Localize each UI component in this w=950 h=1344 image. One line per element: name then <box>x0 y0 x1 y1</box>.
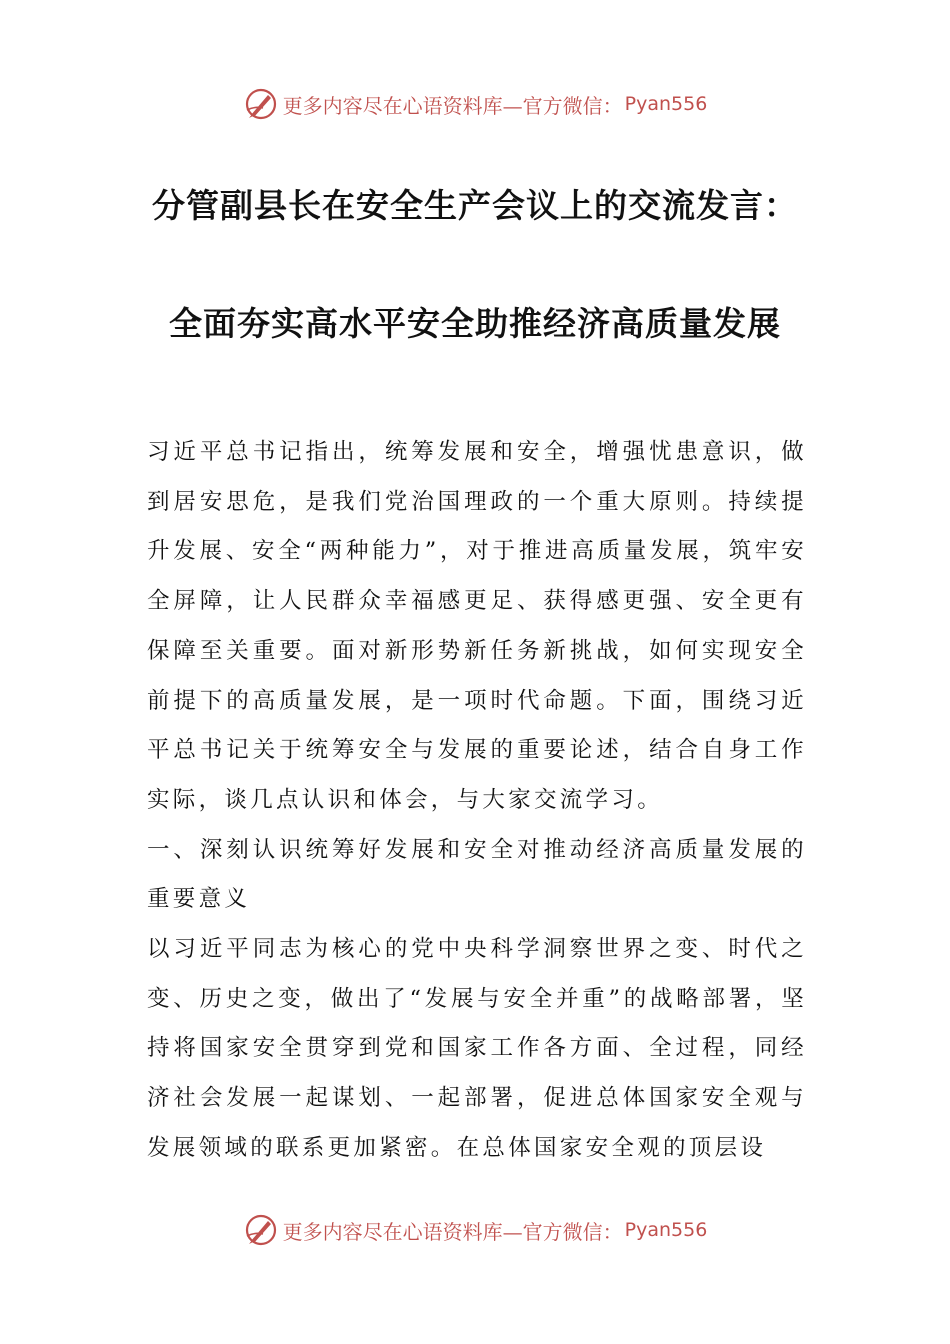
section-heading-1: 一、深刻认识统筹好发展和安全对推动经济高质量发展的重要意义 <box>147 836 807 913</box>
pen-logo-icon <box>243 86 279 122</box>
watermark-wechat-id: Pyan556 <box>624 93 708 115</box>
watermark-text: 更多内容尽在心语资料库—官方微信： <box>282 93 623 118</box>
document-title-line-1: 分管副县长在安全生产会议上的交流发言： <box>152 186 798 225</box>
document-body <box>147 428 807 1174</box>
paragraph-intro: 习近平总书记指出，统筹发展和安全，增强忧患意识，做到居安思危，是我们党治国理政的一个重大原则。持续提升发展、安全“两种能力”，对于推进高质量发展，筑牢安全屏障，让人民群众幸福感更足、获得感更强、安全更有保障至关重要。面对新形势新任务新挑战，如何实现安全前提下的高质量发展，是一项时代命题。下面，围绕习近平总书记关于统筹安全与发展的重要论述，结合自身工作实际，谈几点认识和体会，与大家交流学习。 <box>147 439 807 813</box>
watermark-text: 更多内容尽在心语资料库—官方微信： <box>282 1219 623 1244</box>
pen-logo-icon <box>243 1212 279 1248</box>
footer-watermark <box>0 1210 950 1250</box>
document-title-line-2: 全面夯实高水平安全助推经济高质量发展 <box>169 304 781 343</box>
watermark-wechat-id: Pyan556 <box>624 1219 708 1241</box>
paragraph-section-1: 以习近平同志为核心的党中央科学洞察世界之变、时代之变、历史之变，做出了“发展与安全并重”的战略部署，坚持将国家安全贯穿到党和国家工作各方面、全过程，同经济社会发展一起谋划、一起部署，促进总体国家安全观与发展领域的联系更加紧密。在总体国家安全观的顶层设 <box>147 936 807 1161</box>
header-watermark <box>0 84 950 124</box>
